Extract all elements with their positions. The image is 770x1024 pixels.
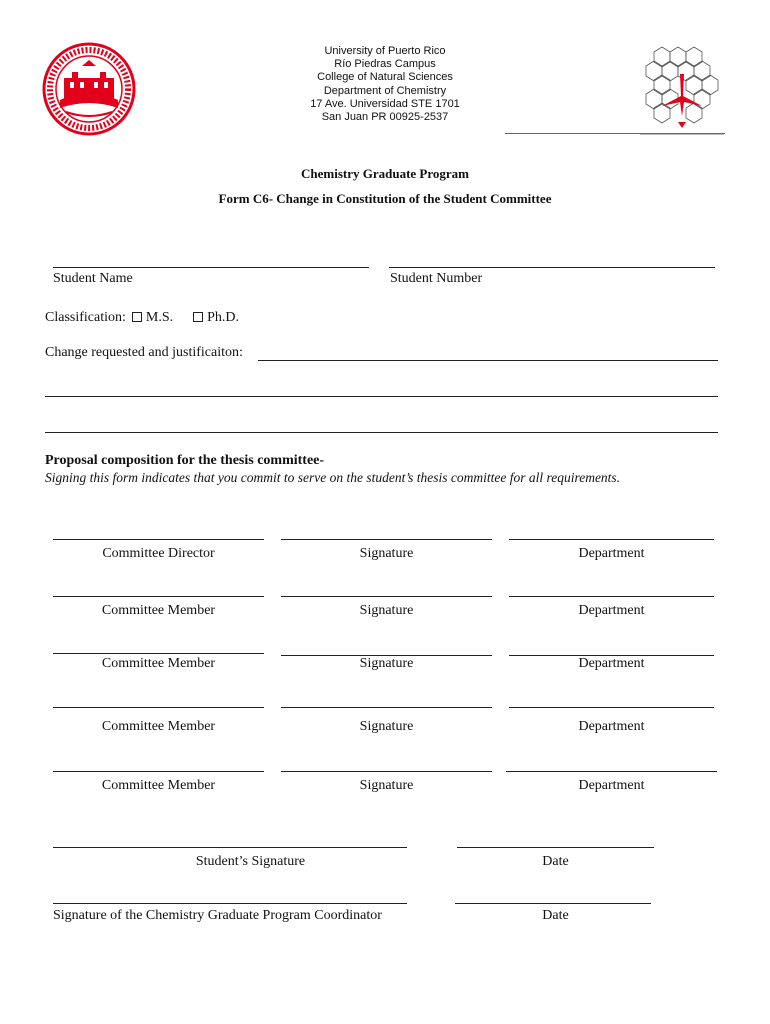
student-signature-label: Student’s Signature bbox=[195, 854, 306, 869]
address-block bbox=[235, 45, 535, 124]
signature-field[interactable] bbox=[281, 596, 492, 597]
university-seal-icon bbox=[42, 42, 136, 136]
chemistry-department-logo-icon bbox=[640, 44, 724, 136]
address-line: University of Puerto Rico bbox=[324, 45, 446, 57]
signature-label: Signature bbox=[359, 719, 414, 734]
classification-row bbox=[45, 310, 239, 326]
phd-checkbox[interactable] bbox=[193, 312, 203, 322]
proposal-heading: Proposal composition for the thesis committee- bbox=[45, 453, 325, 468]
justification-line-2[interactable] bbox=[45, 432, 718, 433]
committee-role-label: Committee Member bbox=[101, 778, 216, 793]
coordinator-signature-field[interactable] bbox=[53, 903, 407, 904]
department-label: Department bbox=[578, 656, 645, 671]
date-field[interactable] bbox=[457, 847, 654, 848]
form-title: Form C6- Change in Constitution of the Student Committee bbox=[218, 191, 552, 206]
change-requested-label: Change requested and justificaiton: bbox=[45, 345, 243, 360]
department-label: Department bbox=[578, 546, 645, 561]
student-signature-field[interactable] bbox=[53, 847, 407, 848]
department-label: Department bbox=[578, 778, 645, 793]
proposal-note: Signing this form indicates that you commit to serve on the student’s thesis committee for all requirements. bbox=[45, 470, 621, 485]
signature-label: Signature bbox=[359, 778, 414, 793]
student-name-field[interactable] bbox=[53, 267, 369, 268]
signature-field[interactable] bbox=[281, 707, 492, 708]
student-number-field[interactable] bbox=[389, 267, 715, 268]
date-label: Date bbox=[542, 854, 569, 869]
student-name-label: Student Name bbox=[53, 271, 133, 286]
committee-member-field[interactable] bbox=[53, 707, 264, 708]
ms-option-label: M.S. bbox=[145, 310, 174, 325]
address-line: San Juan PR 00925-2537 bbox=[321, 111, 449, 124]
department-label: Department bbox=[578, 603, 645, 618]
ms-checkbox[interactable] bbox=[132, 312, 142, 322]
department-field[interactable] bbox=[506, 771, 717, 772]
signature-field[interactable] bbox=[281, 771, 492, 772]
student-number-label: Student Number bbox=[390, 271, 483, 286]
program-title: Chemistry Graduate Program bbox=[300, 166, 469, 181]
signature-field[interactable] bbox=[281, 539, 492, 540]
address-line: 17 Ave. Universidad STE 1701 bbox=[310, 97, 460, 110]
signature-label: Signature bbox=[359, 546, 414, 561]
signature-label: Signature bbox=[359, 656, 414, 671]
committee-director-field[interactable] bbox=[53, 539, 264, 540]
department-field[interactable] bbox=[509, 596, 714, 597]
date-field[interactable] bbox=[455, 903, 651, 904]
justification-line-1[interactable] bbox=[45, 396, 718, 397]
date-label: Date bbox=[542, 908, 569, 923]
committee-role-label: Committee Director bbox=[102, 546, 215, 561]
committee-member-field[interactable] bbox=[53, 596, 264, 597]
change-requested-field[interactable] bbox=[258, 360, 718, 361]
address-line: Río Piedras Campus bbox=[334, 58, 436, 71]
address-line: College of Natural Sciences bbox=[317, 71, 453, 84]
committee-role-label: Committee Member bbox=[101, 719, 216, 734]
address-line: Department of Chemistry bbox=[323, 84, 447, 97]
phd-option-label: Ph.D. bbox=[207, 310, 240, 325]
committee-member-field[interactable] bbox=[53, 653, 264, 654]
coordinator-signature-label: Signature of the Chemistry Graduate Program Coordinator bbox=[53, 908, 382, 923]
committee-member-field[interactable] bbox=[53, 771, 264, 772]
header-rule bbox=[505, 133, 725, 134]
department-label: Department bbox=[578, 719, 645, 734]
department-field[interactable] bbox=[509, 539, 714, 540]
committee-role-label: Committee Member bbox=[101, 603, 216, 618]
committee-role-label: Committee Member bbox=[101, 656, 216, 671]
classification-label: Classification: bbox=[45, 310, 126, 325]
signature-label: Signature bbox=[359, 603, 414, 618]
department-field[interactable] bbox=[509, 707, 714, 708]
